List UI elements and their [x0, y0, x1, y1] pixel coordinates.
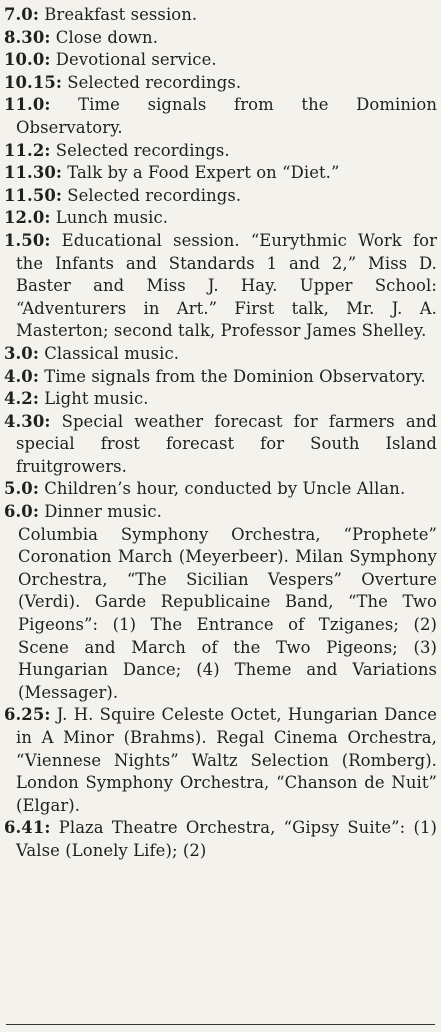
schedule-entry [4, 366, 437, 389]
schedule-entry [4, 411, 437, 479]
entry-text: Selected recordings. [67, 185, 242, 205]
schedule-entry [4, 501, 437, 524]
schedule-entry [4, 343, 437, 366]
entry-time: 7.0: [4, 5, 39, 24]
entry-text: Special weather forecast for farmers and special frost forecast for South Island fruitgrowers. [16, 411, 437, 476]
entry-text: Selected recordings. [55, 140, 230, 160]
entry-time: 8.30: [4, 27, 51, 47]
schedule-entry [4, 817, 437, 862]
entry-text: Educational session. “Eurythmic Work for the Infants and Standards 1 and 2,” Miss D. Baster and Miss J. Hay. Upper School: “Adventurers in Art.” First talk, Mr. J. A. Masterton; second talk, Professor James Shelley. [16, 230, 438, 341]
schedule-entry [4, 4, 437, 27]
schedule-entry [4, 72, 437, 95]
entry-time: 11.30: [4, 163, 62, 183]
schedule-entry [4, 140, 437, 163]
entry-text: Lunch music. [55, 208, 169, 228]
entry-time: 5.0: [4, 479, 39, 499]
entry-time: 10.15: [4, 72, 62, 92]
schedule-entry [4, 49, 437, 72]
entry-text: Dinner music. [44, 502, 162, 522]
entry-time: 6.0: [4, 502, 39, 522]
schedule-entry [4, 207, 437, 230]
entry-text: Talk by a Food Expert on “Diet.” [67, 163, 340, 183]
entry-time: 11.0: [4, 95, 51, 115]
dinner-music-programme [4, 524, 437, 705]
entry-text: Plaza Theatre Orchestra, “Gipsy Suite”: (1) Valse (Lonely Life); (2) [16, 818, 438, 860]
entry-text: Classical music. [44, 343, 180, 363]
schedule-entry [4, 162, 437, 185]
schedule-entry [4, 230, 437, 343]
entry-text: Time signals from the Dominion Observatory. [16, 95, 437, 137]
entry-time: 3.0: [4, 343, 39, 363]
entry-text: Devotional service. [55, 50, 217, 70]
schedule-entry [4, 185, 437, 208]
schedule-entry [4, 94, 437, 139]
entry-text: Close down. [55, 27, 159, 47]
entry-text: Children’s hour, conducted by Uncle Allan. [44, 479, 406, 499]
entry-time: 4.30: [4, 411, 51, 431]
schedule-entry [4, 388, 437, 411]
entry-time: 1.50: [4, 230, 51, 250]
entry-text: Time signals from the Dominion Observatory. [44, 366, 426, 386]
entry-text: Selected recordings. [67, 72, 242, 92]
radio-programme-column [4, 4, 437, 863]
entry-time: 11.50: [4, 185, 62, 205]
schedule-entry [4, 704, 437, 817]
entry-time: 4.0: [4, 366, 39, 386]
entry-text: Columbia Symphony Orchestra, “Prophete” Coronation March (Meyerbeer). Milan Symphony Orchestra, “The Sicilian Vespers” Overture (Verdi). Garde Republicaine Band, “The Two Pigeons”: (1) The Entrance of Tziganes; (2) Scene and March of the Two Pigeons; (3) Hungarian Dance; (4) Theme and Variations (Messager). [18, 524, 437, 702]
entry-time: 12.0: [4, 208, 51, 228]
entry-text: Light music. [44, 389, 149, 409]
schedule-entry [4, 27, 437, 50]
entry-time: 6.41: [4, 818, 51, 838]
column-divider-rule [6, 1024, 435, 1025]
entry-text: J. H. Squire Celeste Octet, Hungarian Dance in A Minor (Brahms). Regal Cinema Orchestra, “Viennese Nights” Waltz Selection (Romberg). London Symphony Orchestra, “Chanson de Nuit” (Elgar). [16, 705, 437, 815]
entry-time: 10.0: [4, 50, 51, 70]
schedule-entry [4, 478, 437, 501]
entry-time: 4.2: [4, 389, 39, 409]
entry-time: 6.25: [4, 705, 51, 725]
entry-text: Breakfast session. [44, 5, 198, 24]
entry-time: 11.2: [4, 140, 51, 160]
